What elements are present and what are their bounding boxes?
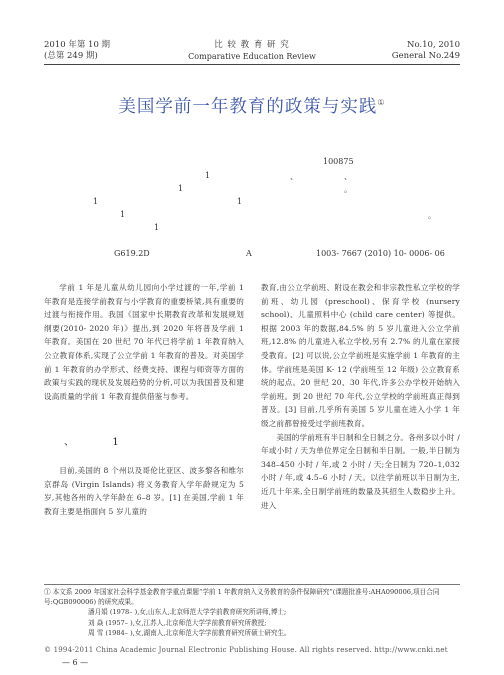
- intro-paragraph: 学前 1 年是儿童从幼儿园向小学过渡的一年,学前 1 年教育是连接学前教育与小学教育的重要桥梁,具有重要的过渡与衔接作用。我国《国家中长期教育改革和发展规划纲要(2010- 2020 年)》提出,到 2020 年将普及学前 1 年教育。美国在 20 世纪 70 年代已将学前 1 年教育纳入公立教育体系,实现了公立学前 1 年教育的普及。对美国学前 1 年教育的办学形式、经费支持、课程与师资等方面的政策与实践的现状及发展趋势的分析,可以为我国普及和建设高质量的学前 1 年教育提供借鉴与参考。: [44, 283, 244, 401]
- header-rule: [44, 64, 460, 65]
- classification-number: G619.2D: [114, 249, 150, 258]
- journal-title-zh: 比 较 教 育 研 究: [214, 40, 290, 50]
- footnotes: [44, 587, 460, 638]
- postcode: 100875: [323, 157, 354, 166]
- halfday-fullday-paragraph: 美国的学前班有半日制和全日制之分。各州多以小时 / 年或小时 / 天为单位界定全日制和半日制。一般,半日制为 348–450 小时 / 年,或 2 小时 / 天;全日制为 720–1,032 小时 / 年,或 4.5–6 小时 / 天。以往学前班以半日制为主,近几十年来,全日制学前班的数量及其招生人数稳步上升。进入: [261, 432, 460, 510]
- meta-fragment: 。: [344, 185, 352, 194]
- journal-title-en: Comparative Education Review: [188, 52, 316, 61]
- meta-fragment: 、: [344, 172, 352, 181]
- running-header-right: [392, 40, 460, 62]
- copyright-notice: © 1994-2011 China Academic Journal Electronic Publishing House. All rights reserved. http://www.cnki.net: [44, 646, 448, 654]
- footnote-author: 潘月娟 (1978– ),女,山东人,北京师范大学学前教育研究所讲师,博士;: [88, 608, 287, 617]
- title-footnote-mark: ①: [377, 98, 386, 108]
- issue-total-label: (总第 249 期): [44, 51, 98, 61]
- meta-fragment: 1: [120, 210, 126, 219]
- meta-fragment: 1: [205, 171, 211, 180]
- general-number-en: General No.249: [391, 51, 460, 61]
- section-heading-mark: 、: [64, 437, 74, 448]
- footnote-author: 周 雪 (1984– ),女,湖南人,北京师范大学学前教育研究所硕士研究生。: [88, 628, 291, 637]
- body-left-column-section: [44, 464, 244, 518]
- footnote-funding: ① 本文系 2009 年国家社会科学基金教育学重点课题“学前 1 年教育纳入义务教育的条件保障研究”(课题批准号:AHA090006,项目合同号:QGB090006) 的研究成果。: [44, 588, 440, 607]
- body-left-column: [44, 281, 244, 403]
- document-code: A: [246, 249, 252, 258]
- section-heading-number: 1: [112, 437, 119, 448]
- meta-fragment: 1: [154, 223, 160, 232]
- section-paragraph: 目前,美国的 8 个州以及哥伦比亚区、波多黎各和维尔京群岛 (Virgin Islands) 将义务教育入学年龄规定为 5 岁,其他各州的入学年龄在 6–8 岁。[1] 在美国,学前 1 年教育主要是指面向 5 岁儿童的: [44, 466, 244, 516]
- article-title: [0, 93, 504, 118]
- page-number: — 6 —: [62, 658, 89, 667]
- meta-fragment: 1: [237, 197, 243, 206]
- meta-fragment: 1: [93, 197, 99, 206]
- footnote-author: 刘 焱 (1957– ),女,江苏人,北京师范大学学前教育研究所教授;: [88, 618, 267, 627]
- meta-fragment: 、: [290, 172, 298, 181]
- section-heading: [64, 433, 119, 448]
- footnote-rule: [44, 584, 460, 585]
- meta-fragment: 1: [178, 184, 184, 193]
- article-number: 1003- 7667 (2010) 10- 0006- 06: [316, 249, 445, 258]
- issue-label: 2010 年第 10 期: [44, 40, 111, 50]
- meta-fragment: 。: [428, 211, 436, 220]
- body-right-column: [261, 281, 460, 512]
- continued-paragraph: 教育,由公立学前班、附设在教会和非宗教性私立学校的学前班、幼儿园 (preschool)、保育学校 (nursery school)、儿童照料中心 (child care center) 等提供。根据 2003 年的数据,84.5% 的 5 岁儿童进入公立学前班,12.8% 的儿童进入私立学校,另有 2.7% 的儿童在家接受教育。[2] 可以说,公立学前班是实施学前 1 年教育的主体。学前班是美国 K- 12 (学前班至 12 年级) 公立教育系统的起点。20 世纪 20、30 年代,许多公办学校开始纳入学前班。到 20 世纪 70 年代,公立学校的学前班真正得到普及。[3] 目前,几乎所有美国 5 岁儿童在进入小学 1 年级之前都曾接受过学前班教育。: [261, 283, 460, 428]
- article-title-text: 美国学前一年教育的政策与实践: [118, 97, 378, 117]
- issue-number-en: No.10, 2010: [407, 40, 460, 50]
